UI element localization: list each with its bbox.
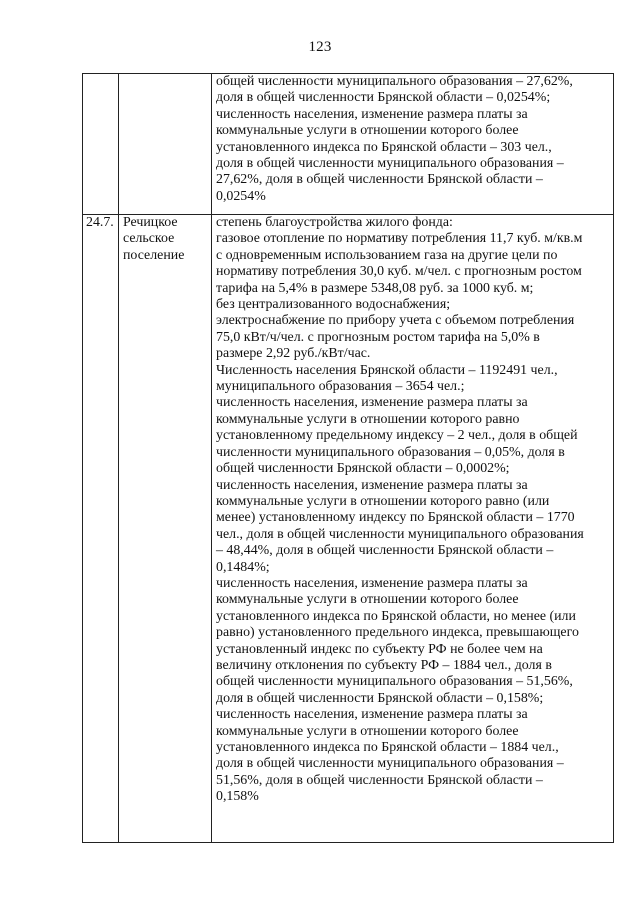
text-line: 27,62%, доля в общей численности Брянской области – <box>216 172 543 188</box>
text-line: 0,0254% <box>216 188 266 204</box>
text-line: нормативу потребления 30,0 куб. м/чел. с прогнозным ростом <box>216 264 582 280</box>
text-line: равно) установленного предельного индекса, превышающего <box>216 625 579 641</box>
text-line: численности муниципального образования – 0,05%, доля в <box>216 444 565 460</box>
text-line: 75,0 кВт/ч/чел. с прогнозным ростом тарифа на 5,0% в <box>216 329 540 345</box>
text-line: установленный индекс по субъекту РФ не более чем на <box>216 641 543 657</box>
table-row <box>83 74 614 215</box>
description-cell <box>212 74 614 215</box>
text-line: менее) установленному индексу по Брянской области – 1770 <box>216 510 575 526</box>
text-line: коммунальные услуги в отношении которого равно <box>216 411 520 427</box>
description-cell <box>212 215 614 843</box>
text-line: численность населения, изменение размера платы за <box>216 707 528 723</box>
text-line: 0,158% <box>216 789 259 805</box>
tariff-table <box>82 73 614 843</box>
text-line: величину отклонения по субъекту РФ – 1884 чел., доля в <box>216 657 552 673</box>
text-line: коммунальные услуги в отношении которого равно (или <box>216 493 550 509</box>
municipality-name-line: сельское <box>123 231 175 247</box>
text-line: коммунальные услуги в отношении которого более <box>216 592 519 608</box>
text-line: газовое отопление по нормативу потребления 11,7 куб. м/кв.м <box>216 231 583 247</box>
municipality-name-line: поселение <box>123 247 185 263</box>
row-number-cell: 24.7. <box>83 215 119 843</box>
text-line: общей численности Брянской области – 0,0002%; <box>216 461 510 477</box>
municipality-name-cell <box>119 74 212 215</box>
page-number: 123 <box>308 39 332 55</box>
text-line: Численность населения Брянской области – 1192491 чел., <box>216 362 558 378</box>
text-line: муниципального образования – 3654 чел.; <box>216 379 465 395</box>
text-line: установленного индекса по Брянской области – 1884 чел., <box>216 740 559 755</box>
text-line: доля в общей численности Брянской области – 0,0254%; <box>216 90 551 106</box>
text-line: численность населения, изменение размера платы за <box>216 106 528 122</box>
text-line: коммунальные услуги в отношении которого более <box>216 723 519 739</box>
text-line: без централизованного водоснабжения; <box>216 297 451 313</box>
text-line: численность населения, изменение размера платы за <box>216 575 528 591</box>
text-line: электроснабжение по прибору учета с объемом потребления <box>216 313 575 329</box>
text-line: общей численности муниципального образования – 51,56%, <box>216 674 573 690</box>
text-line: установленного индекса по Брянской области, но менее (или <box>216 608 576 624</box>
row-number-cell <box>83 74 119 215</box>
municipality-name-cell <box>119 215 212 843</box>
text-line: коммунальные услуги в отношении которого более <box>216 123 519 139</box>
text-line: с одновременным использованием газа на другие цели по <box>216 247 558 263</box>
municipality-name-line: Речицкое <box>123 215 178 230</box>
text-line: численность населения, изменение размера платы за <box>216 395 528 411</box>
text-line: степень благоустройства жилого фонда: <box>216 215 453 230</box>
text-line: установленному предельному индексу – 2 чел., доля в общей <box>216 428 578 444</box>
text-line: общей численности муниципального образования – 27,62%, <box>216 74 573 89</box>
text-line: доля в общей численности муниципального образования – <box>216 156 564 172</box>
text-line: размере 2,92 руб./кВт/час. <box>216 346 371 362</box>
text-line: численность населения, изменение размера платы за <box>216 477 528 493</box>
text-line: 51,56%, доля в общей численности Брянской области – <box>216 772 543 788</box>
text-line: – 48,44%, доля в общей численности Брянской области – <box>216 543 554 559</box>
text-line: установленного индекса по Брянской области – 303 чел., <box>216 139 552 155</box>
table-row <box>83 215 614 843</box>
text-line: чел., доля в общей численности муниципального образования <box>216 526 584 542</box>
text-line: доля в общей численности Брянской области – 0,158%; <box>216 690 544 706</box>
text-line: тарифа на 5,4% в размере 5348,08 руб. за 1000 куб. м; <box>216 280 534 296</box>
text-line: доля в общей численности муниципального образования – <box>216 756 564 772</box>
text-line: 0,1484%; <box>216 559 270 575</box>
